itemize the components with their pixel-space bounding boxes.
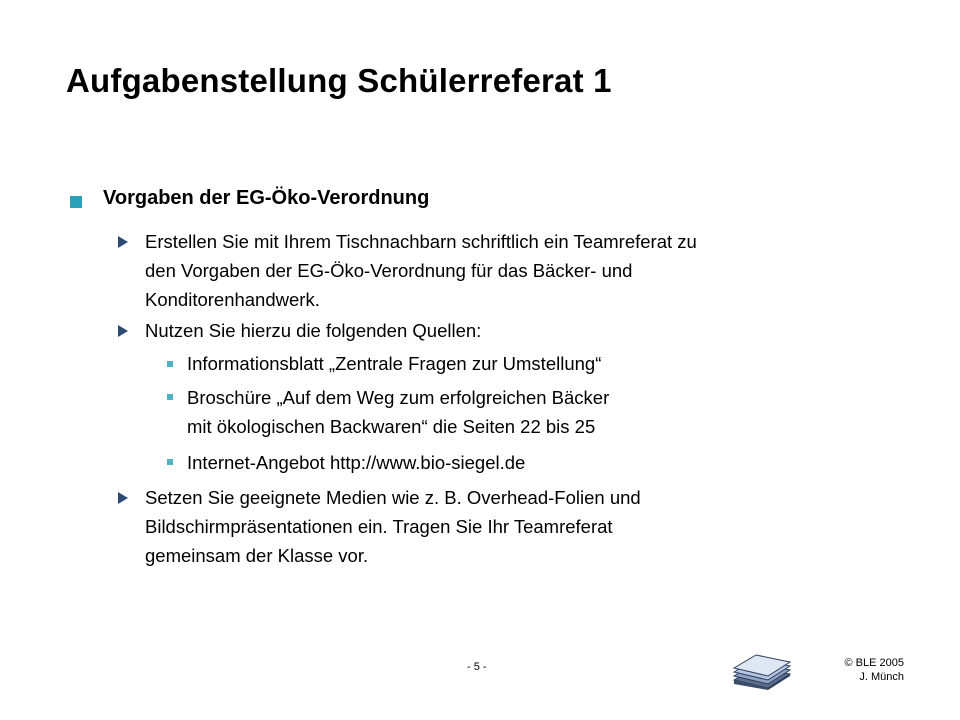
copyright-text: © BLE 2005 — [844, 657, 904, 669]
paper-stack-icon — [728, 654, 794, 690]
square-bullet-icon — [167, 459, 173, 465]
sub-bullet-text-line: Broschüre „Auf dem Weg zum erfolgreichen Bäcker — [187, 387, 610, 408]
bullet-text-line: Nutzen Sie hierzu die folgenden Quellen: — [145, 320, 482, 341]
arrow-bullet-icon — [118, 325, 128, 337]
section-heading: Vorgaben der EG-Öko-Verordnung — [103, 187, 430, 209]
square-bullet-icon — [167, 394, 173, 400]
bullet-text-line: Setzen Sie geeignete Medien wie z. B. Overhead-Folien und — [145, 487, 641, 508]
bullet-text-line: gemeinsam der Klasse vor. — [145, 545, 369, 566]
square-bullet-icon — [70, 196, 82, 208]
sub-bullet-text-line: Internet-Angebot http://www.bio-siegel.de — [187, 452, 526, 473]
footer-credits — [845, 656, 904, 684]
bullet-text-line: Konditorenhandwerk. — [145, 289, 320, 310]
slide-title: Aufgabenstellung Schülerreferat 1 — [66, 62, 612, 99]
bullet-text-line: Erstellen Sie mit Ihrem Tischnachbarn schriftlich ein Teamreferat zu — [145, 231, 697, 252]
arrow-bullet-icon — [118, 236, 128, 248]
page-number: - 5 - — [467, 661, 487, 673]
author-text: J. Münch — [859, 671, 904, 683]
sub-bullet-text-line: Informationsblatt „Zentrale Fragen zur Umstellung“ — [187, 353, 602, 374]
bullet-text-line: den Vorgaben der EG-Öko-Verordnung für das Bäcker- und — [145, 260, 633, 281]
arrow-bullet-icon — [118, 492, 128, 504]
bullet-text-line: Bildschirmpräsentationen ein. Tragen Sie Ihr Teamreferat — [145, 516, 613, 537]
square-bullet-icon — [167, 361, 173, 367]
sub-bullet-text-line: mit ökologischen Backwaren“ die Seiten 22 bis 25 — [187, 416, 596, 437]
